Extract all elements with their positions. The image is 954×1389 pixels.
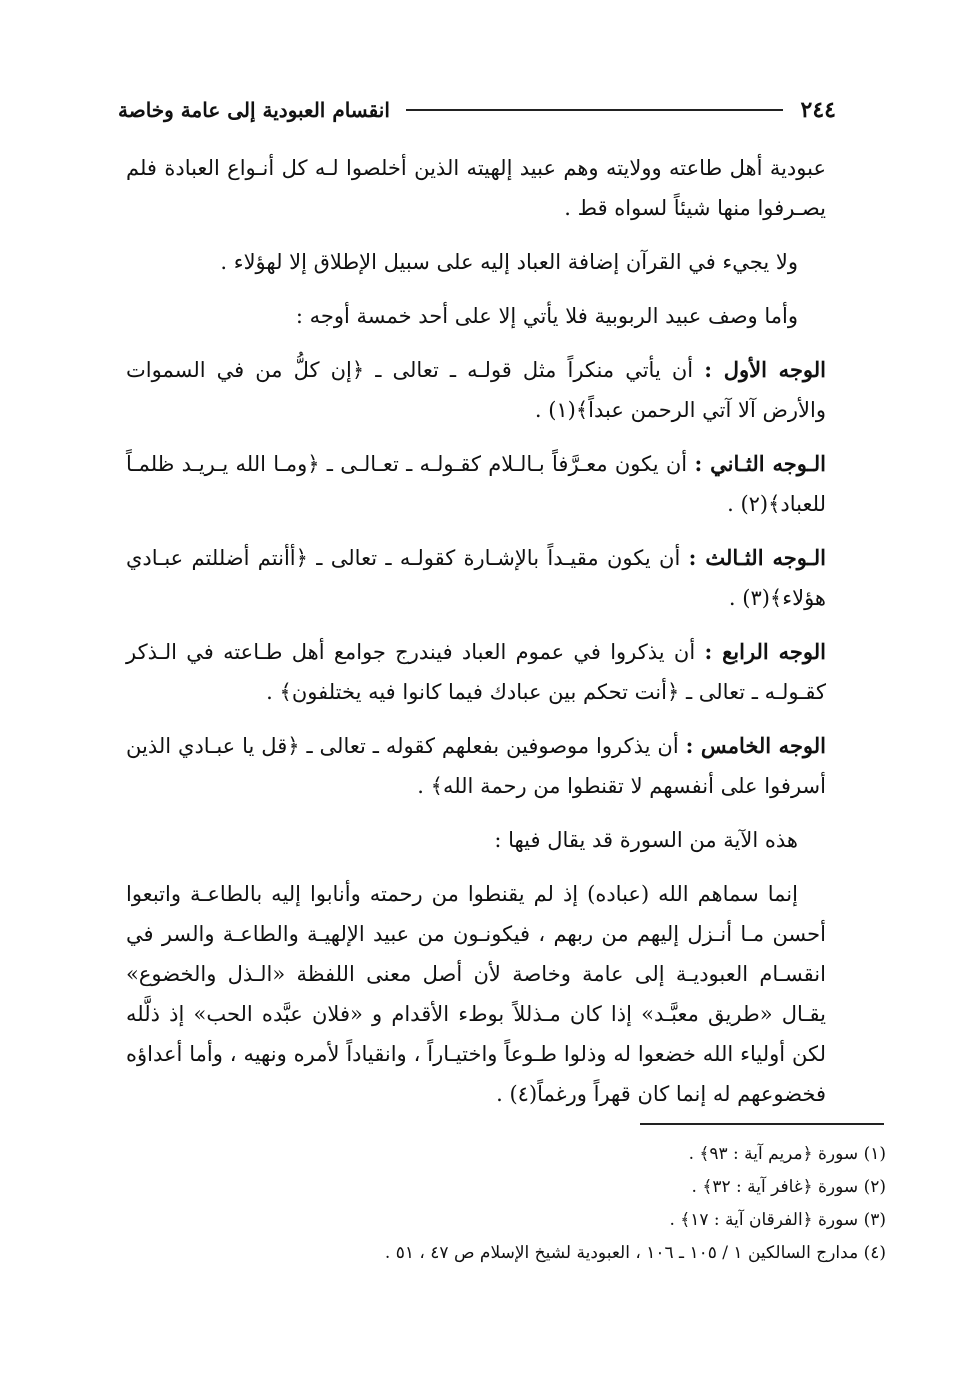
page-header (118, 92, 836, 128)
paragraph-9: هذه الآية من السورة قد يقال فيها : (494, 828, 798, 852)
header-rule (406, 109, 783, 111)
paragraph-1: عبودية أهل طاعته وولايته وهم عبيد إلهيته الذين أخلصوا لـه كل أنـواع العبادة فلم يصـرفوا منها شيئاً لسواه قط . (126, 156, 826, 220)
page-number: ٢٤٤ (800, 97, 836, 123)
footnote-1: (١) سورة ﴿مريم آية : ٩٣﴾ . (688, 1144, 886, 1164)
footnotes (126, 1138, 886, 1270)
paragraph-7: الوجه الرابع : أن يذكروا في عموم العباد فيندرج جوامع أهل طـاعته في الـذكر كقـولـه ـ تعالى ـ ﴿أنت تحكم بين عبادك فيما كانوا فيه يختلفون﴾ . (126, 639, 826, 704)
running-title: انقسام العبودية إلى عامة وخاصة (118, 98, 390, 122)
paragraph-8: الوجه الخامس : أن يذكروا موصوفين بفعلهم كقوله ـ تعالى ـ ﴿قل يا عبـادي الذين أسرفوا على أنفسهم لا تقنطوا من رحمة الله﴾ . (126, 733, 827, 798)
paragraph-5: الـوجه الثـاني : أن يكون معـرَّفاً بـالـلام كقـولـه ـ تعـالـى ـ ﴿ومـا الله يـريـد ظلمـاً للعباد﴾(٢) . (126, 451, 826, 516)
paragraph-6: الـوجه الثـالث : أن يكون مقيـداً بالإشـارة كقولـه ـ تعالى ـ ﴿أأنتم أضللتم عبـادي هؤلاء﴾(٣) . (126, 545, 826, 610)
paragraph-2: ولا يجيء في القرآن إضافة العباد إليه على سبيل الإطلاق إلا لهؤلاء . (220, 250, 798, 274)
lead-label: الـوجه الثـاني : (694, 451, 826, 476)
footnote-4: (٤) مدارج السالكين ١ / ١٠٥ ـ ١٠٦ ، العبودية لشيخ الإسلام ص ٤٧ ، ٥١ . (384, 1243, 886, 1263)
footnote-3: (٣) سورة ﴿الفرقان آية : ١٧﴾ . (669, 1210, 886, 1230)
paragraph-4: الوجه الأول : أن يأتي منكراً مثل قولـه ـ تعالى ـ ﴿إن كلُّ من في السموات والأرض آلا آتي الرحمن عبداً﴾(١) . (126, 357, 827, 422)
lead-label: الوجه الرابع : (704, 639, 826, 664)
paragraph-10: إنما سماهم الله (عباده) إذ لم يقنطوا من رحمته وأنابوا إليه بالطاعـة واتبعوا أحسن مـا أنـزل إليهم من ربهم ، فيكونـون من عبيد الإلهيـة والطاعـة والسر في انقسـام العبوديـة إلى عامة وخاصة لأن أصل معنى اللفظة «الـذل والخضوع» يقـال «طريق معبَّـد» إذا كان مـذللاً بوطء الأقدام و «فلان عبَّده الحب» إذ ذلَّله لكن أولياء الله خضعوا له وذلوا طـوعاً واختيـاراً ، وانقياداً لأمره ونهيه ، وأما أعداؤه فخضوعهم له إنما كان قهراً ورغماً(٤) . (126, 882, 826, 1106)
lead-label: الـوجه الثـالث : (688, 545, 826, 570)
main-text (126, 148, 826, 1114)
lead-label: الوجه الخامس : (685, 733, 827, 758)
footnote-separator (640, 1123, 884, 1125)
paragraph-3: وأما وصف عبيد الربوبية فلا يأتي إلا على أحد خمسة أوجه : (295, 304, 798, 328)
lead-label: الوجه الأول : (704, 357, 827, 382)
footnote-2: (٢) سورة ﴿غافر آية : ٣٢﴾ . (691, 1177, 886, 1197)
